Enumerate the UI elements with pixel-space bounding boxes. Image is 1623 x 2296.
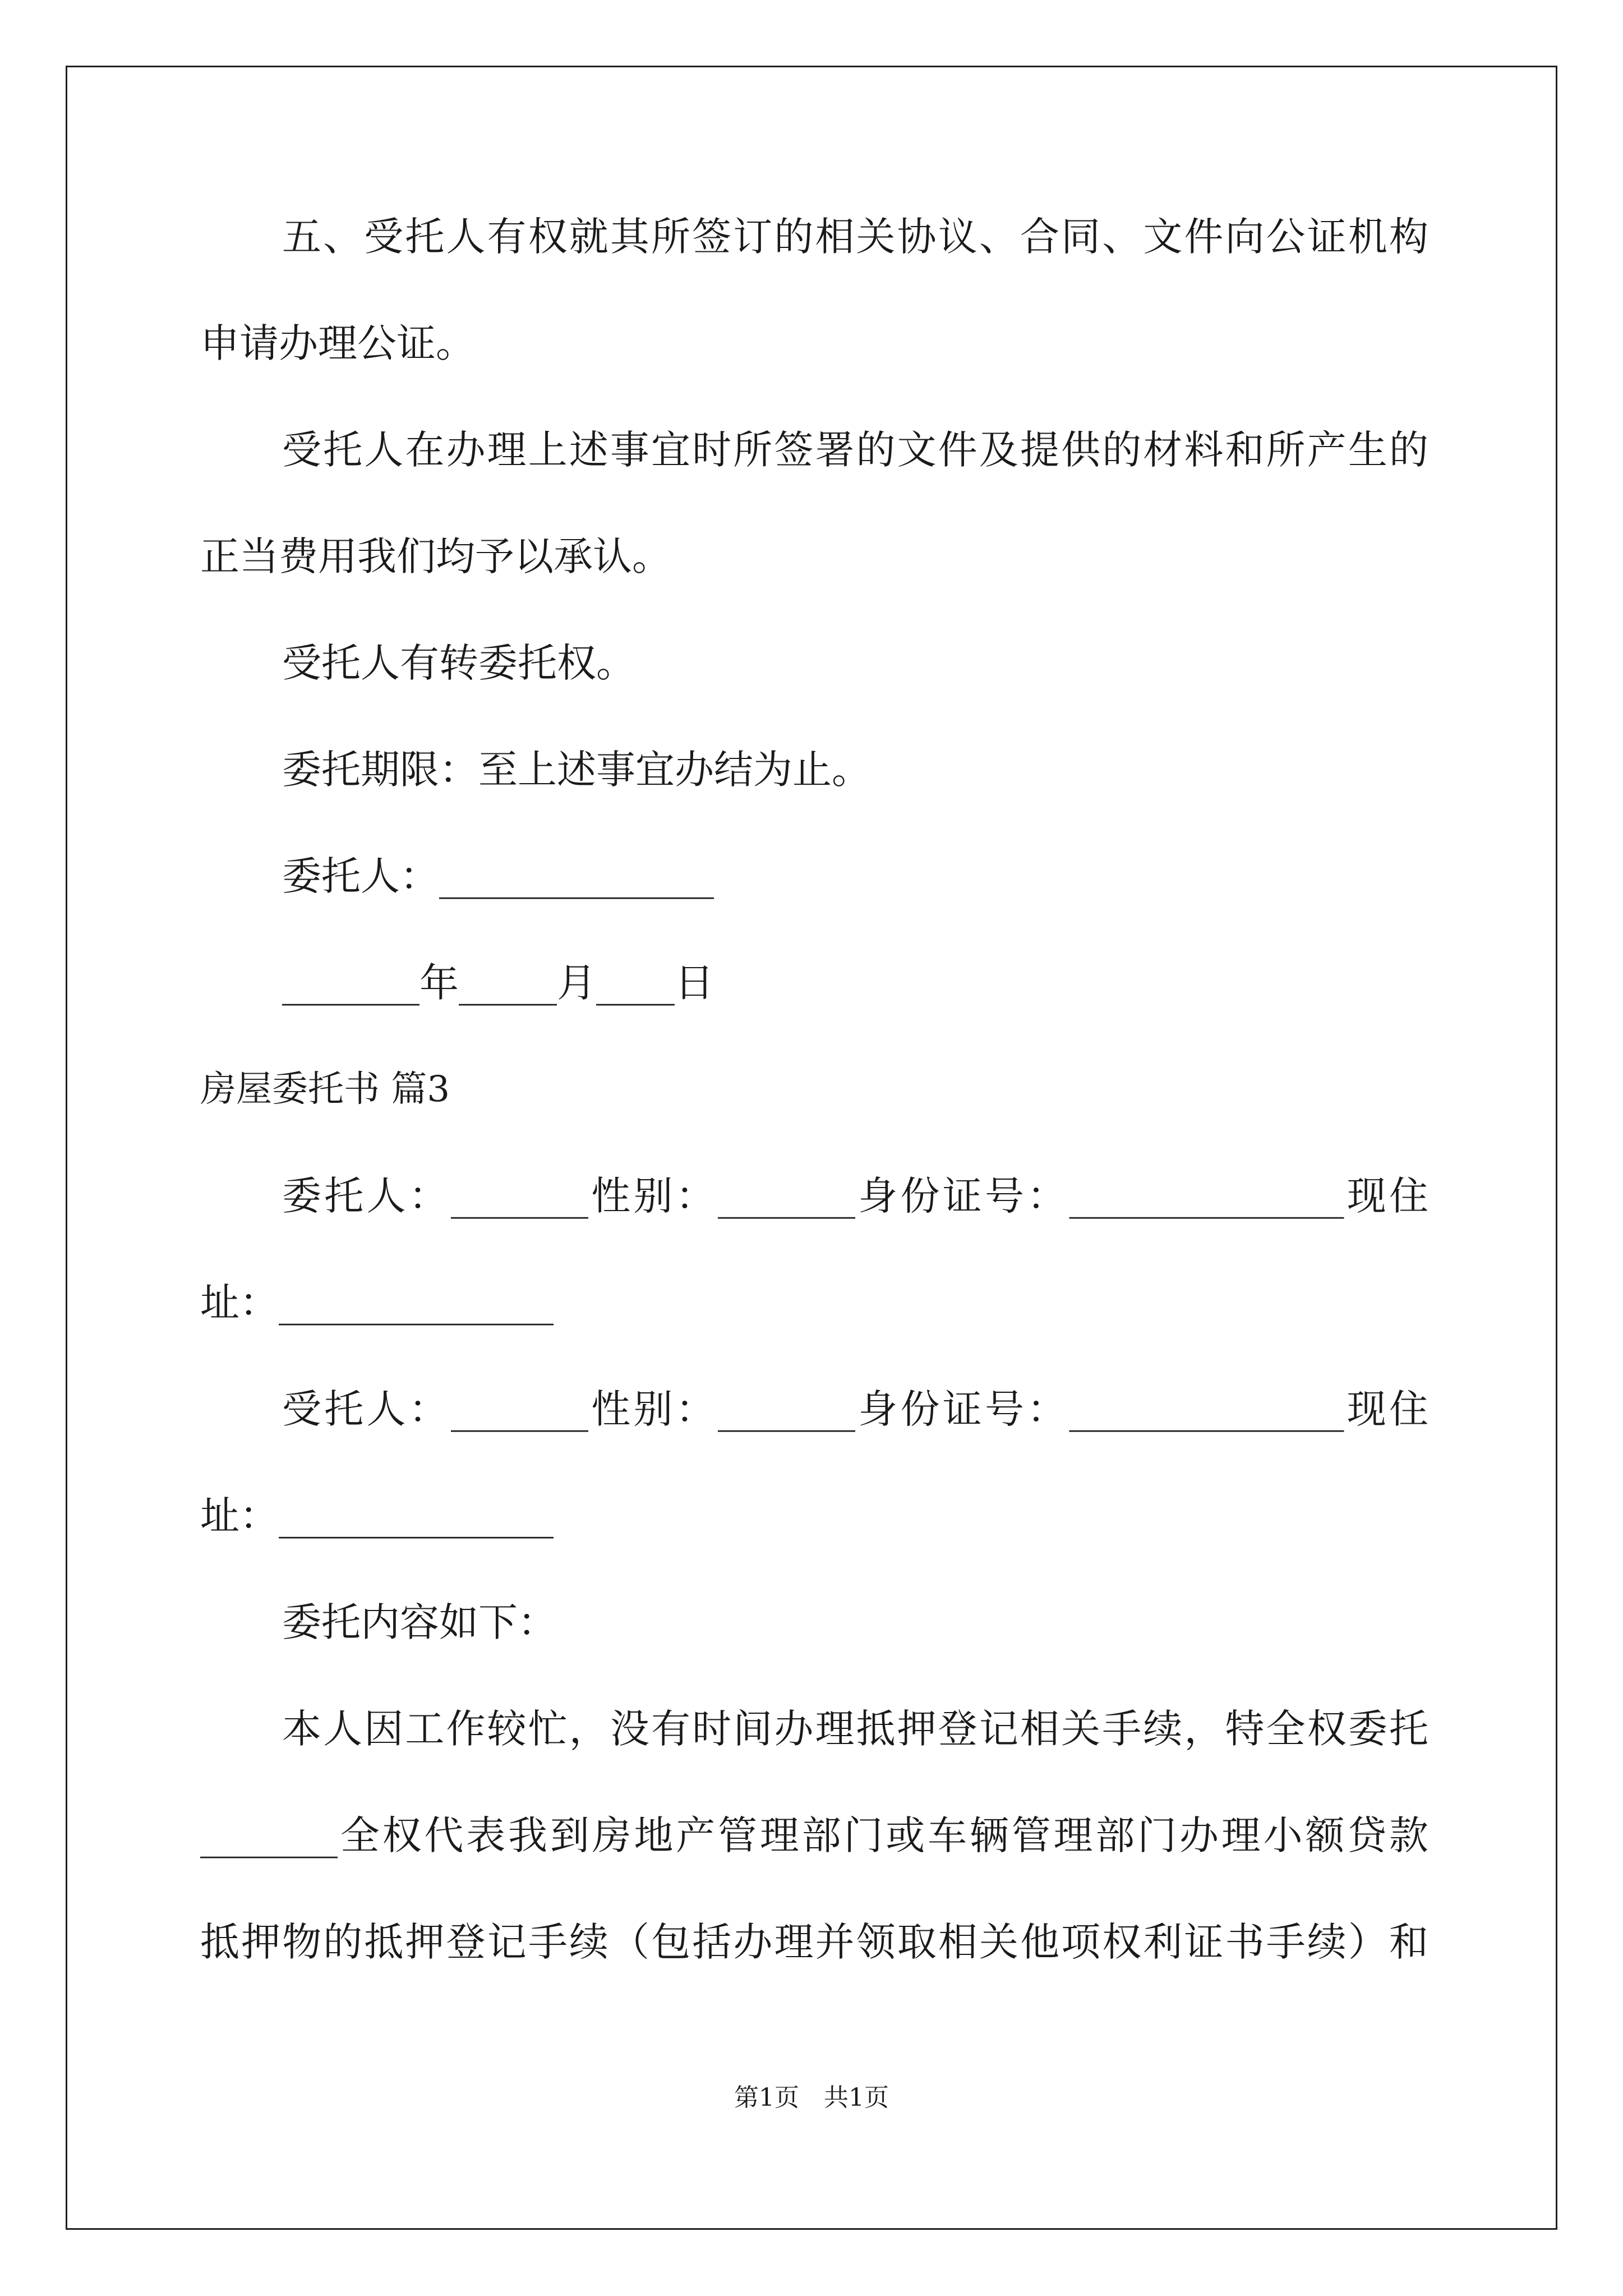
paragraph-line: 受托人有转委托权。 bbox=[282, 640, 635, 686]
section-heading: 房屋委托书 篇3 bbox=[200, 1069, 450, 1110]
form-line: 受托人：_______性别：_______身份证号：______________现住 bbox=[282, 1386, 1428, 1432]
form-line: 址：______________ bbox=[200, 1493, 554, 1539]
paragraph-line: 委托内容如下： bbox=[282, 1599, 557, 1645]
paragraph-line: 抵押物的抵押登记手续（包括办理并领取相关他项权利证书手续）和 bbox=[200, 1919, 1428, 1965]
page-number-footer: 第1页 共1页 bbox=[734, 2083, 889, 2112]
paragraph-line: 申请办理公证。 bbox=[200, 320, 475, 366]
paragraph-line: 正当费用我们均予以承认。 bbox=[200, 533, 671, 579]
form-line: 委托人：_______性别：_______身份证号：______________现住 bbox=[282, 1173, 1428, 1219]
page-border bbox=[66, 66, 1557, 2230]
paragraph-line: 五、受托人有权就其所签订的相关协议、合同、文件向公证机构 bbox=[282, 214, 1428, 260]
date-line: _______年_____月____日 bbox=[282, 960, 714, 1006]
paragraph-line: 本人因工作较忙，没有时间办理抵押登记相关手续，特全权委托 bbox=[282, 1706, 1428, 1752]
paragraph-line: 受托人在办理上述事宜时所签署的文件及提供的材料和所产生的 bbox=[282, 427, 1428, 473]
paragraph-line: _______全权代表我到房地产管理部门或车辆管理部门办理小额贷款 bbox=[200, 1812, 1428, 1858]
paragraph-line: 委托期限：至上述事宜办结为止。 bbox=[282, 747, 871, 793]
signature-line: 委托人：______________ bbox=[282, 853, 714, 899]
form-line: 址：______________ bbox=[200, 1280, 554, 1326]
